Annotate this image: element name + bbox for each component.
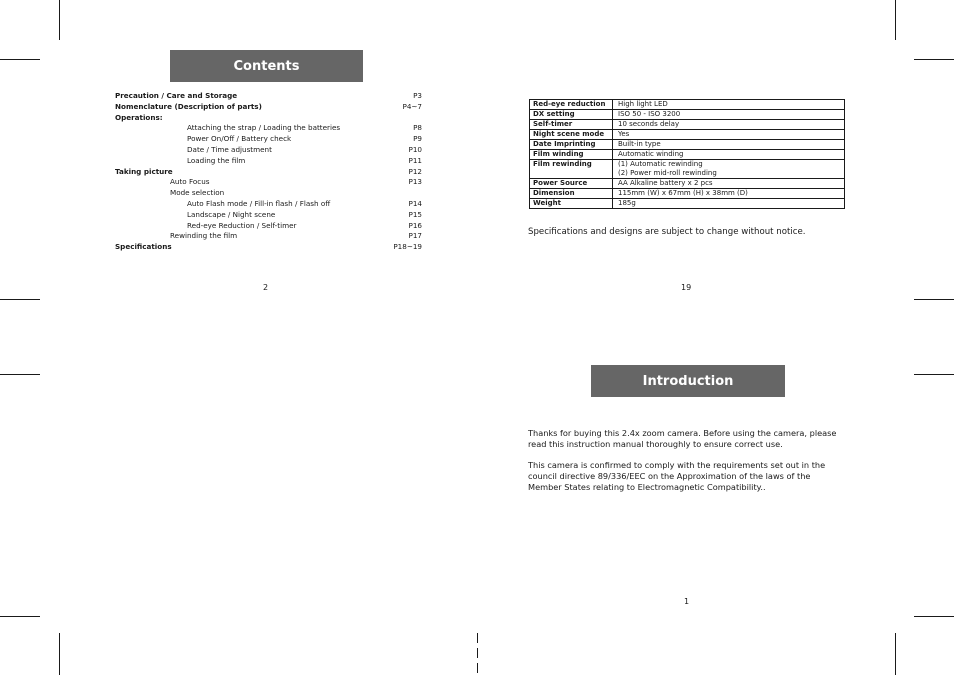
spec-key: Film rewinding xyxy=(530,160,613,179)
spec-value-line: Built-in type xyxy=(618,140,661,148)
toc-item-label: Mode selection xyxy=(170,188,225,198)
crop-mark xyxy=(914,616,954,617)
spec-key: DX setting xyxy=(530,110,613,120)
toc-item-label: Specifications xyxy=(115,242,172,252)
spec-value xyxy=(613,100,845,110)
spec-value-line: 185g xyxy=(618,199,636,207)
toc-item xyxy=(0,134,422,143)
toc-item-label: Loading the film xyxy=(187,155,246,165)
specifications-table xyxy=(529,99,845,209)
spec-value xyxy=(613,130,845,140)
toc-item-page: P4~7 xyxy=(402,101,422,111)
introduction-paragraph-2 xyxy=(528,460,825,493)
toc-item xyxy=(0,91,422,100)
spec-key: Night scene mode xyxy=(530,130,613,140)
toc-item-label: Power On/Off / Battery check xyxy=(187,134,292,144)
toc-item-page: P8 xyxy=(413,123,422,133)
toc-item-page: P18~19 xyxy=(393,242,422,252)
crop-mark xyxy=(914,299,954,300)
fold-mark xyxy=(477,663,478,673)
text-line: Member States relating to Electromagnetic Compatibility.. xyxy=(528,482,766,492)
crop-mark xyxy=(0,374,40,375)
spec-key: Film winding xyxy=(530,150,613,160)
introduction-paragraph-1 xyxy=(528,428,836,450)
toc-item-page: P14 xyxy=(408,199,422,208)
crop-mark xyxy=(0,299,40,300)
crop-mark xyxy=(895,633,896,675)
toc-item xyxy=(0,221,422,230)
fold-mark xyxy=(477,648,478,658)
spec-value-line: AA Alkaline battery x 2 pcs xyxy=(618,179,713,187)
page-number-19: 19 xyxy=(681,283,692,292)
toc-item-label: Taking picture xyxy=(115,166,173,176)
toc-item xyxy=(0,242,422,251)
toc-item-label: Rewinding the film xyxy=(170,231,238,241)
spec-row xyxy=(530,189,845,199)
spec-value-line: 10 seconds delay xyxy=(618,120,680,128)
toc-item-page: P17 xyxy=(408,231,422,241)
spec-value-line: Automatic winding xyxy=(618,150,684,158)
spec-row xyxy=(530,199,845,209)
spec-row xyxy=(530,130,845,140)
spec-value xyxy=(613,150,845,160)
page-number-2: 2 xyxy=(263,283,269,292)
toc-item-label: Operations: xyxy=(115,112,163,122)
toc-item-page: P15 xyxy=(408,209,422,219)
spec-value-line: Yes xyxy=(618,130,630,138)
spec-key: Dimension xyxy=(530,189,613,199)
text-line: This camera is confirmed to comply with the requirements set out in the xyxy=(528,460,826,470)
spec-value-line: 115mm (W) x 67mm (H) x 38mm (D) xyxy=(618,189,748,197)
toc-item-label: Red-eye Reduction / Self-timer xyxy=(187,220,297,230)
spec-value xyxy=(613,179,845,189)
toc-item-page: P3 xyxy=(413,91,422,100)
page-number-1: 1 xyxy=(684,597,690,606)
toc-item-page: P13 xyxy=(408,177,422,187)
crop-mark xyxy=(895,0,896,40)
toc-item-label: Nomenclature (Description of parts) xyxy=(115,101,262,111)
toc-item-page: P12 xyxy=(408,166,422,176)
spec-row xyxy=(530,160,845,179)
toc-item-page: P16 xyxy=(408,220,422,230)
toc-item-page: P11 xyxy=(408,155,422,165)
toc-item-label: Date / Time adjustment xyxy=(187,145,272,154)
toc-item xyxy=(0,231,422,240)
toc-item xyxy=(0,123,422,132)
contents-title: Contents xyxy=(170,50,363,82)
spec-key: Power Source xyxy=(530,179,613,189)
spec-row xyxy=(530,110,845,120)
toc-item-page: P10 xyxy=(408,145,422,154)
toc-item xyxy=(0,188,422,197)
spec-row xyxy=(530,100,845,110)
text-line: council directive 89/336/EEC on the Approximation of the laws of the xyxy=(528,471,811,481)
spec-value xyxy=(613,199,845,209)
toc-item xyxy=(0,102,422,111)
spec-key: Self-timer xyxy=(530,120,613,130)
crop-mark xyxy=(0,616,40,617)
toc-item xyxy=(0,145,422,154)
spec-value xyxy=(613,160,845,179)
crop-mark xyxy=(914,59,954,60)
specifications-note: Specifications and designs are subject to change without notice. xyxy=(528,227,806,237)
toc-item-label: Attaching the strap / Loading the batteries xyxy=(187,123,341,133)
toc-item xyxy=(0,177,422,186)
toc-item-label: Auto Focus xyxy=(170,177,210,187)
text-line: Thanks for buying this 2.4x zoom camera. Before using the camera, please xyxy=(528,428,837,438)
spec-value-line: ISO 50 - ISO 3200 xyxy=(618,110,681,118)
crop-mark xyxy=(914,374,954,375)
spec-value xyxy=(613,110,845,120)
toc-item xyxy=(0,156,422,165)
toc-item-label: Precaution / Care and Storage xyxy=(115,91,238,100)
spec-key: Weight xyxy=(530,199,613,209)
spec-row xyxy=(530,150,845,160)
spec-value xyxy=(613,189,845,199)
fold-mark xyxy=(477,633,478,643)
toc-item-label: Auto Flash mode / Fill-in flash / Flash off xyxy=(187,199,331,208)
toc-item xyxy=(0,167,422,176)
spec-row xyxy=(530,120,845,130)
spec-key: Red-eye reduction xyxy=(530,100,613,110)
spec-row xyxy=(530,140,845,150)
spec-value xyxy=(613,120,845,130)
toc-item xyxy=(0,199,422,208)
text-line: read this instruction manual thoroughly to ensure correct use. xyxy=(528,439,783,449)
introduction-title: Introduction xyxy=(591,365,785,397)
spec-value-line: (2) Power mid-roll rewinding xyxy=(618,169,717,177)
crop-mark xyxy=(59,0,60,40)
crop-mark xyxy=(59,633,60,675)
toc-item xyxy=(0,113,422,122)
spec-row xyxy=(530,179,845,189)
toc-item-label: Landscape / Night scene xyxy=(187,209,276,219)
crop-mark xyxy=(0,59,40,60)
toc-item-page: P9 xyxy=(413,134,422,144)
spec-key: Date Imprinting xyxy=(530,140,613,150)
spec-value xyxy=(613,140,845,150)
spec-value-line: High light LED xyxy=(618,100,668,108)
toc-item xyxy=(0,210,422,219)
spec-value-line: (1) Automatic rewinding xyxy=(618,160,703,168)
